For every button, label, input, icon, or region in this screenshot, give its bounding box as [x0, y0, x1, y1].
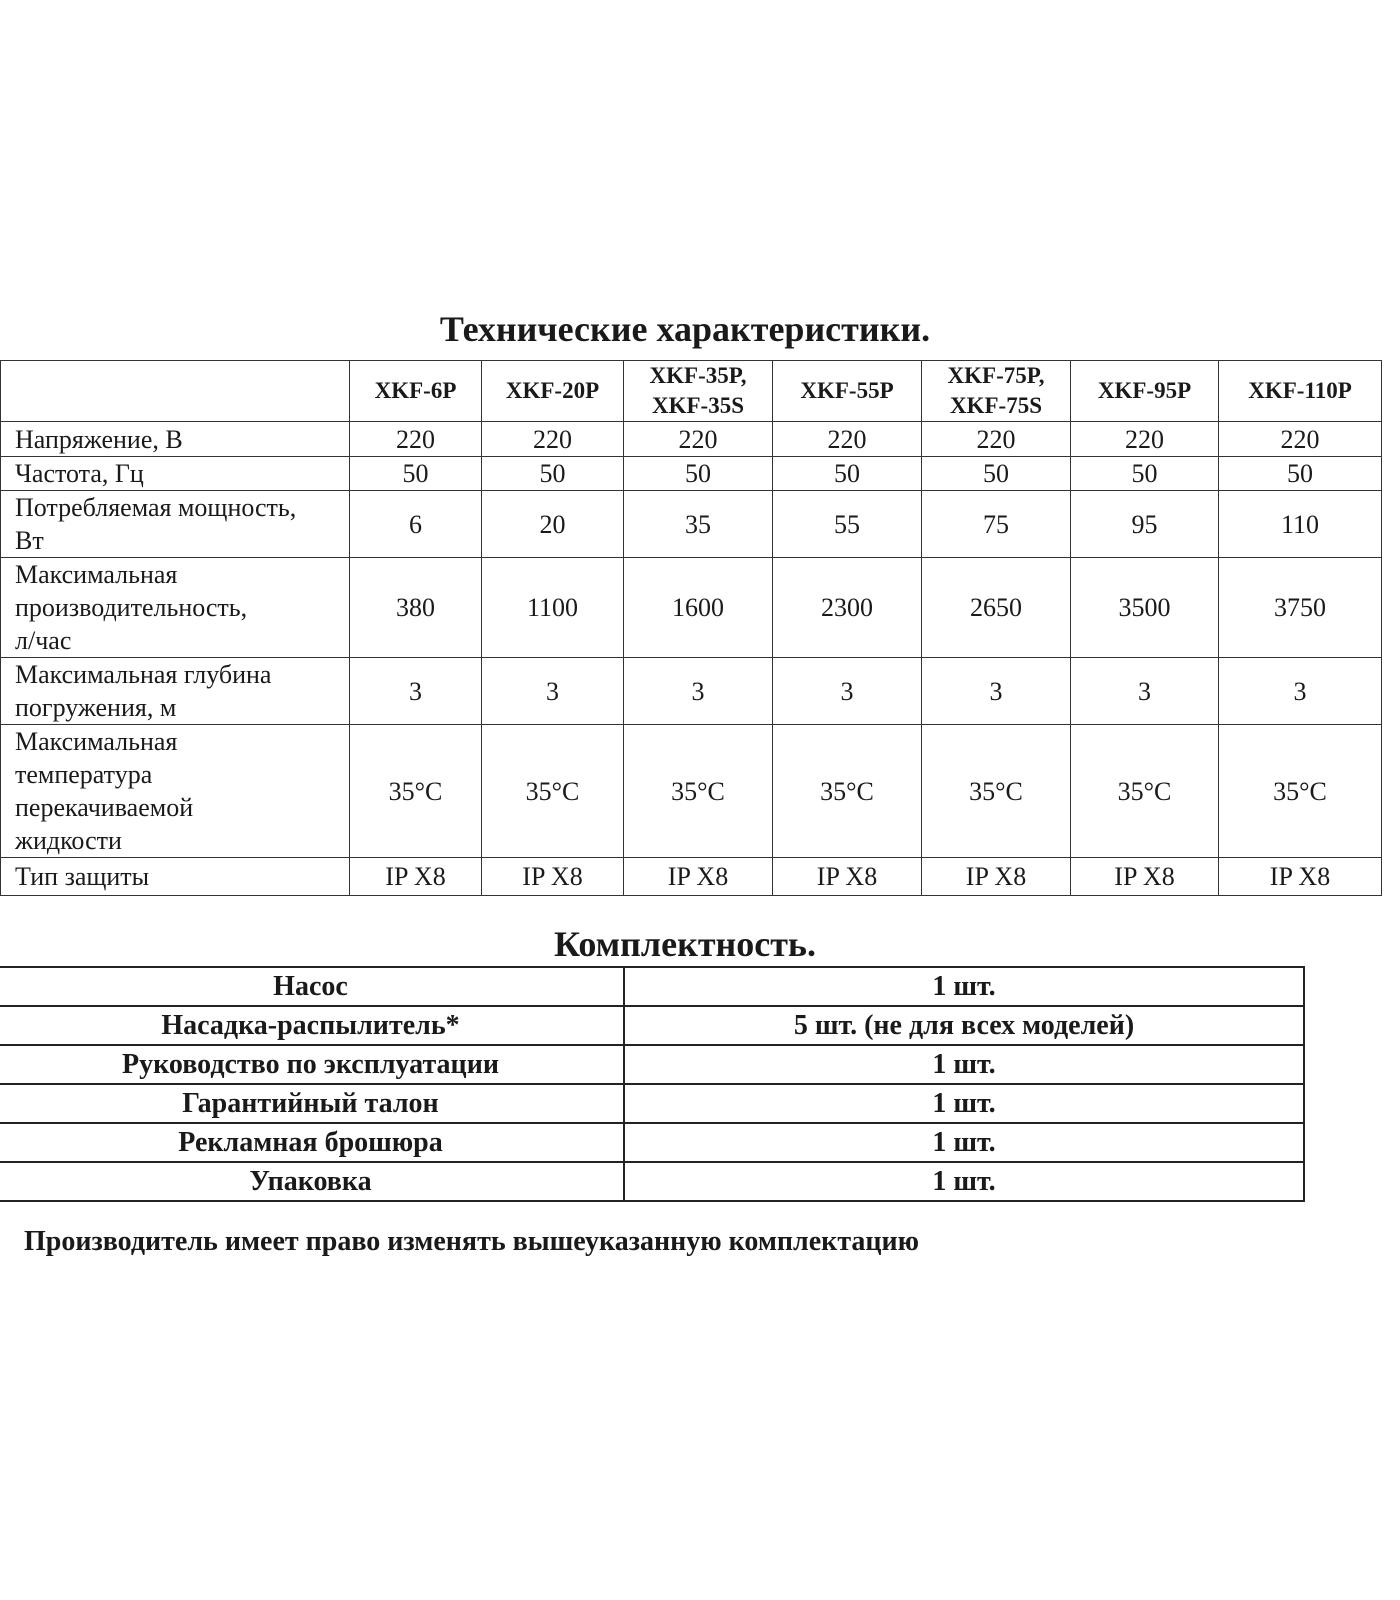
spec-row-label	[1, 457, 350, 491]
kit-item-name: Насадка-распылитель*	[0, 1006, 624, 1045]
model-name: XKF-55P	[800, 378, 894, 403]
kit-item-name: Гарантийный талон	[0, 1084, 624, 1123]
spec-value-cell: IP X8	[1219, 858, 1382, 896]
spec-value-cell: 2650	[922, 558, 1071, 658]
spec-row	[1, 858, 1382, 896]
spec-row-label	[1, 422, 350, 457]
spec-row-label-line: Частота, Гц	[15, 459, 144, 488]
spec-row	[1, 558, 1382, 658]
model-name-2: XKF-75S	[950, 393, 1042, 418]
kit-row	[0, 1123, 1304, 1162]
spec-value-cell: 50	[922, 457, 1071, 491]
spec-row-label-line: Максимальная	[15, 560, 178, 589]
spec-value-cell: IP X8	[1071, 858, 1219, 896]
spec-value-cell: 220	[482, 422, 624, 457]
spec-value-cell: 35°C	[773, 725, 922, 858]
spec-table	[0, 360, 1382, 896]
spec-value-cell: 3	[922, 658, 1071, 725]
kit-item-name: Насос	[0, 967, 624, 1006]
model-header	[922, 361, 1071, 422]
model-header	[482, 361, 624, 422]
spec-value-cell: 220	[624, 422, 773, 457]
model-name: XKF-6P	[374, 378, 457, 403]
kit-row	[0, 1084, 1304, 1123]
spec-row-label-line: температура	[15, 760, 153, 789]
spec-row-label-line: производительность,	[15, 593, 248, 622]
kit-item-quantity: 1 шт.	[624, 1123, 1304, 1162]
spec-value-cell: 3	[1071, 658, 1219, 725]
spec-value-cell: IP X8	[773, 858, 922, 896]
spec-value-cell: 380	[350, 558, 482, 658]
spec-section-title: Технические характеристики.	[439, 309, 931, 349]
spec-row-label-line: Максимальная глубина	[15, 660, 272, 689]
model-name: XKF-35P,	[649, 363, 747, 388]
kit-item-quantity: 1 шт.	[624, 967, 1304, 1006]
kit-item-quantity: 1 шт.	[624, 1045, 1304, 1084]
kit-row	[0, 1162, 1304, 1201]
spec-value-cell: 3500	[1071, 558, 1219, 658]
model-name-2: XKF-35S	[652, 393, 744, 418]
spec-value-cell: 95	[1071, 491, 1219, 558]
spec-row-label-line: Тип защиты	[15, 862, 150, 891]
spec-value-cell: 35°C	[1071, 725, 1219, 858]
spec-value-cell: 3	[1219, 658, 1382, 725]
spec-row-label-line: Вт	[15, 526, 44, 555]
spec-value-cell: IP X8	[482, 858, 624, 896]
spec-value-cell: 220	[922, 422, 1071, 457]
model-name: XKF-95P	[1097, 378, 1192, 403]
kit-item-quantity: 1 шт.	[624, 1162, 1304, 1201]
spec-value-cell: IP X8	[350, 858, 482, 896]
spec-row	[1, 491, 1382, 558]
kit-item-quantity: 1 шт.	[624, 1084, 1304, 1123]
spec-value-cell: 35°C	[922, 725, 1071, 858]
spec-row-label-line: погружения, м	[15, 693, 177, 722]
spec-row-label	[1, 658, 350, 725]
spec-value-cell: 50	[482, 457, 624, 491]
spec-value-cell: 1100	[482, 558, 624, 658]
spec-row-label-line: перекачиваемой	[15, 793, 194, 822]
spec-row-label-line: жидкости	[15, 826, 122, 855]
spec-header-row	[1, 361, 1382, 422]
spec-value-cell: 50	[773, 457, 922, 491]
model-header	[1219, 361, 1382, 422]
spec-value-cell: IP X8	[922, 858, 1071, 896]
spec-value-cell: 35°C	[350, 725, 482, 858]
spec-value-cell: 220	[1219, 422, 1382, 457]
model-name: XKF-75P,	[947, 363, 1045, 388]
kit-row	[0, 1006, 1304, 1045]
model-header	[773, 361, 922, 422]
spec-value-cell: 3	[482, 658, 624, 725]
spec-value-cell: 1600	[624, 558, 773, 658]
model-header	[350, 361, 482, 422]
spec-value-cell: 20	[482, 491, 624, 558]
footer-note: Производитель имеет право изменять вышеуказанную комплектацию	[24, 1226, 920, 1257]
spec-value-cell: 35	[624, 491, 773, 558]
spec-row	[1, 725, 1382, 858]
spec-value-cell: 220	[350, 422, 482, 457]
spec-row-label	[1, 558, 350, 658]
kit-item-name: Упаковка	[0, 1162, 624, 1201]
spec-value-cell: 35°C	[1219, 725, 1382, 858]
model-name: XKF-20P	[505, 378, 600, 403]
spec-value-cell: 35°C	[624, 725, 773, 858]
spec-value-cell: 75	[922, 491, 1071, 558]
spec-value-cell: IP X8	[624, 858, 773, 896]
spec-value-cell: 220	[773, 422, 922, 457]
spec-value-cell: 3750	[1219, 558, 1382, 658]
spec-row-label-line: Потребляемая мощность,	[15, 493, 297, 522]
spec-row-label-line: Максимальная	[15, 727, 178, 756]
spec-value-cell: 35°C	[482, 725, 624, 858]
model-header	[1071, 361, 1219, 422]
kit-item-name: Руководство по эксплуатации	[0, 1045, 624, 1084]
model-header	[624, 361, 773, 422]
spec-row-label-line: Напряжение, В	[15, 424, 183, 454]
spec-value-cell: 6	[350, 491, 482, 558]
spec-value-cell: 220	[1071, 422, 1219, 457]
spec-row	[1, 658, 1382, 725]
spec-row-label-line: л/час	[15, 626, 72, 655]
kit-item-quantity: 5 шт. (не для всех моделей)	[624, 1006, 1304, 1045]
spec-row-label	[1, 725, 350, 858]
spec-value-cell: 50	[1071, 457, 1219, 491]
kit-table	[0, 966, 1305, 1202]
spec-value-cell: 3	[624, 658, 773, 725]
spec-header-empty	[1, 361, 350, 422]
spec-value-cell: 50	[1219, 457, 1382, 491]
spec-row-label	[1, 491, 350, 558]
spec-value-cell: 110	[1219, 491, 1382, 558]
kit-item-name: Рекламная брошюра	[0, 1123, 624, 1162]
kit-row	[0, 1045, 1304, 1084]
kit-row	[0, 967, 1304, 1006]
spec-value-cell: 2300	[773, 558, 922, 658]
spec-value-cell: 55	[773, 491, 922, 558]
spec-row	[1, 422, 1382, 457]
spec-value-cell: 3	[773, 658, 922, 725]
spec-row-label	[1, 858, 350, 896]
spec-value-cell: 3	[350, 658, 482, 725]
model-name: XKF-110P	[1248, 378, 1352, 403]
kit-section-title: Комплектность.	[554, 924, 816, 964]
spec-value-cell: 50	[350, 457, 482, 491]
spec-value-cell: 50	[624, 457, 773, 491]
spec-row	[1, 457, 1382, 491]
